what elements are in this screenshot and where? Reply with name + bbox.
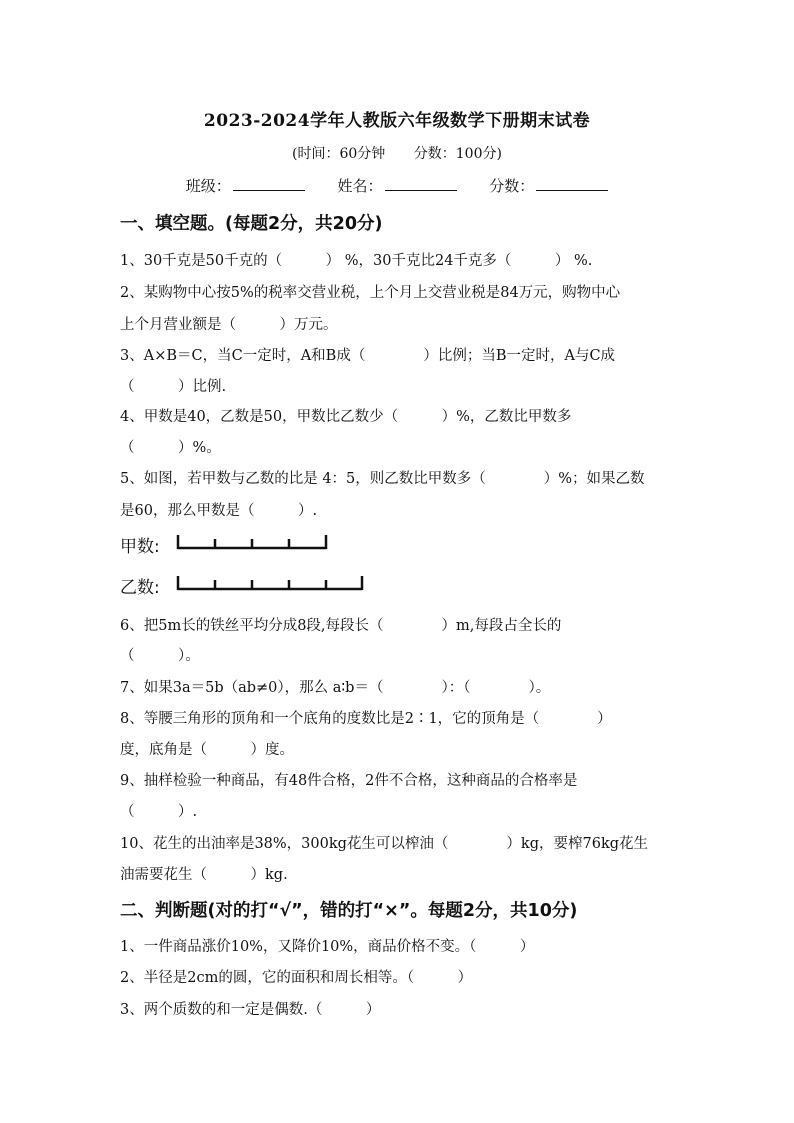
student-info	[0, 175, 794, 196]
name-blank[interactable]	[385, 176, 457, 191]
question-line: 1、30千克是50千克的（ ） %，30千克比24千克多（ ） %.	[120, 253, 593, 269]
score-blank[interactable]	[536, 176, 608, 191]
question-line: 2、半径是2cm的圆，它的面积和周长相等。（ ）	[120, 970, 473, 986]
question-line: （ ）。	[120, 648, 200, 664]
yi-segment-bar	[176, 574, 376, 594]
question-line: （ ）.	[120, 804, 198, 820]
name-label: 姓名：	[337, 177, 383, 195]
score-label: 分数：	[489, 177, 535, 195]
question-line: 5、如图，若甲数与乙数的比是 4：5，则乙数比甲数多（ ）%；如果乙数	[120, 471, 645, 487]
total-score: 分数：100分)	[413, 146, 502, 162]
question-line: 7、如果3a＝5b（ab≠0），那么 a∶b＝（ ）：（ ）。	[120, 680, 551, 696]
question-line: 度，底角是（ ）度。	[120, 742, 294, 758]
question-line: 3、A×B＝C，当C一定时，A和B成（ ）比例；当B一定时，A与C成	[120, 348, 616, 364]
class-blank[interactable]	[233, 176, 305, 191]
question-line: 油需要花生（ ）kg.	[120, 867, 288, 883]
name-field	[337, 175, 456, 196]
question-line: 10、花生的出油率是38%，300kg花生可以榨油（ ）kg，要榨76kg花生	[120, 836, 649, 852]
jia-label: 甲数:	[120, 537, 160, 557]
class-field	[186, 175, 305, 196]
question-line: 3、两个质数的和一定是偶数.（ ）	[120, 1002, 381, 1018]
question-line: 是60，那么甲数是（ ）.	[120, 503, 318, 519]
page-title: 2023-2024学年人教版六年级数学下册期末试卷	[203, 111, 591, 131]
score-field	[489, 175, 608, 196]
exam-meta	[0, 143, 794, 163]
class-label: 班级：	[185, 177, 231, 195]
question-line: （ ）比例.	[120, 379, 227, 395]
section-heading-fill-blank: 一、填空题。(每题2分，共20分)	[120, 214, 383, 234]
question-line: 8、等腰三角形的顶角和一个底角的度数比是2∶1，它的顶角是（ ）	[120, 711, 612, 727]
question-line: 1、一件商品涨价10%，又降价10%，商品价格不变。（ ）	[120, 939, 535, 955]
question-line: 2、某购物中心按5%的税率交营业税，上个月上交营业税是84万元，购物中心	[120, 285, 621, 301]
yi-label: 乙数:	[120, 578, 160, 598]
question-line: 4、甲数是40，乙数是50，甲数比乙数少（ ）%，乙数比甲数多	[120, 409, 572, 425]
jia-segment-bar	[176, 533, 336, 553]
question-line: （ ）%。	[120, 440, 221, 456]
question-line: 6、把5m长的铁丝平均分成8段,每段长（ ）m,每段占全长的	[120, 618, 562, 634]
question-line: 9、抽样检验一种商品，有48件合格，2件不合格，这种商品的合格率是	[120, 773, 578, 789]
question-line: 上个月营业额是（ ）万元。	[120, 317, 338, 333]
time-limit: (时间：60分钟	[292, 146, 386, 162]
section-heading-true-false: 二、判断题(对的打“√”，错的打“×”。每题2分，共10分)	[120, 901, 578, 921]
